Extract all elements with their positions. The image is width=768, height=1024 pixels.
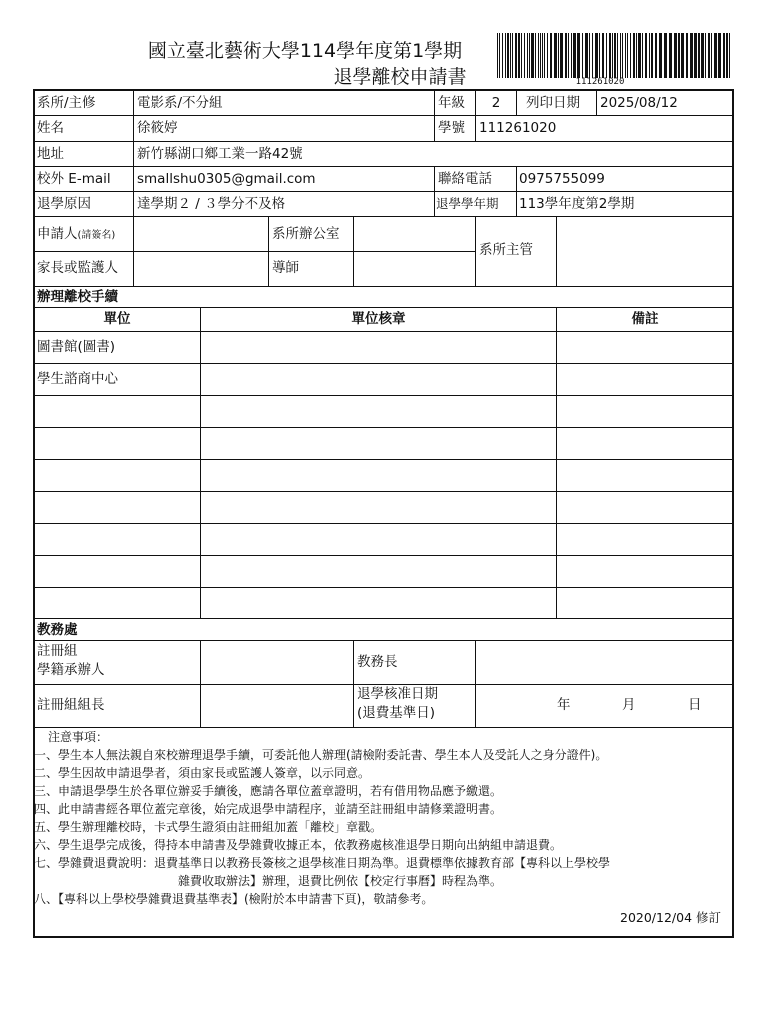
barcode-bar bbox=[674, 33, 677, 78]
barcode bbox=[495, 33, 733, 78]
dept-value: 電影系/不分組 bbox=[137, 95, 223, 111]
registrar-handler-label bbox=[37, 642, 105, 680]
barcode-bar bbox=[633, 33, 635, 78]
barcode-number: 111261020 bbox=[575, 77, 625, 87]
phone-label: 聯絡電話 bbox=[438, 171, 492, 187]
barcode-bar bbox=[560, 33, 563, 78]
academic-section-title: 教務處 bbox=[37, 622, 78, 638]
barcode-bar bbox=[502, 33, 503, 78]
registrar-chief-label: 註冊組組長 bbox=[37, 697, 105, 713]
col-remark-header: 備註 bbox=[631, 311, 659, 327]
barcode-bar bbox=[609, 33, 611, 78]
form-title-line2: 退學離校申請書 bbox=[333, 66, 467, 88]
note-item-1: 一、學生本人無法親自來校辦理退學手續，可委託他人辦理(請檢附委託書、學生本人及受託人之身分證件)。 bbox=[34, 748, 608, 762]
barcode-bar bbox=[512, 33, 513, 78]
approval-date-label bbox=[357, 685, 438, 723]
note-item-8: 八、【專科以上學校學雜費退費基準表】(檢附於本申請書下頁)，敬請參考。 bbox=[34, 892, 434, 906]
barcode-bar bbox=[638, 33, 641, 78]
barcode-bar bbox=[565, 33, 567, 78]
barcode-bar bbox=[705, 33, 706, 78]
barcode-bar bbox=[571, 33, 572, 78]
barcode-bar bbox=[507, 33, 509, 78]
barcode-bar bbox=[521, 33, 522, 78]
barcode-bar bbox=[690, 33, 693, 78]
registrar-handler-line1: 註冊組 bbox=[37, 643, 78, 659]
address-value: 新竹縣湖口鄉工業一路42號 bbox=[137, 146, 303, 162]
dept-office-label: 系所辦公室 bbox=[272, 226, 340, 242]
email-label: 校外 E-mail bbox=[37, 171, 111, 187]
barcode-bar bbox=[718, 33, 721, 78]
student-id-label: 學號 bbox=[438, 120, 465, 136]
barcode-bar bbox=[701, 33, 704, 78]
reason-value: 達學期２ / ３學分不及格 bbox=[137, 196, 286, 212]
barcode-bar bbox=[711, 33, 712, 78]
dept-head-label: 系所主管 bbox=[479, 242, 533, 258]
dean-label: 教務長 bbox=[357, 654, 398, 670]
barcode-bar bbox=[554, 33, 557, 78]
barcode-bar bbox=[544, 33, 545, 78]
barcode-bar bbox=[547, 33, 548, 78]
barcode-bar bbox=[499, 33, 500, 78]
print-date-label: 列印日期 bbox=[526, 95, 580, 111]
barcode-bar bbox=[622, 33, 623, 78]
barcode-bar bbox=[645, 33, 647, 78]
note-item-5: 五、學生辦理離校時，卡式學生證須由註冊組加蓋「離校」章戳。 bbox=[34, 820, 383, 834]
barcode-bar bbox=[729, 33, 730, 78]
print-date-value: 2025/08/12 bbox=[600, 95, 678, 111]
day-label: 日 bbox=[688, 697, 702, 713]
barcode-bar bbox=[726, 33, 728, 78]
barcode-bar bbox=[595, 33, 598, 78]
note-item-4: 四、此申請書經各單位蓋完章後，始完成退學申請程序，並請至註冊組申請修業證明書。 bbox=[34, 802, 503, 816]
form-title-line1: 國立臺北藝術大學114學年度第1學期 bbox=[147, 40, 463, 62]
col-unit-header: 單位 bbox=[103, 311, 131, 327]
barcode-bar bbox=[678, 33, 680, 78]
barcode-bar bbox=[627, 33, 628, 78]
student-id-value: 111261020 bbox=[479, 120, 557, 136]
barcode-bar bbox=[630, 33, 631, 78]
barcode-bar bbox=[542, 33, 543, 78]
col-stamp-header: 單位核章 bbox=[351, 311, 406, 327]
applicant-label bbox=[37, 222, 115, 248]
month-label: 月 bbox=[622, 697, 636, 713]
withdraw-term-label: 退學學年期 bbox=[436, 196, 499, 211]
barcode-bar bbox=[529, 33, 530, 78]
applicant-label-text: 申請人 bbox=[37, 226, 78, 242]
barcode-bar bbox=[540, 33, 541, 78]
barcode-bar bbox=[723, 33, 725, 78]
barcode-bar bbox=[602, 33, 604, 78]
barcode-bar bbox=[655, 33, 657, 78]
applicant-sign-note: (請簽名) bbox=[77, 230, 116, 241]
guardian-label: 家長或監護人 bbox=[37, 260, 118, 276]
barcode-bar bbox=[612, 33, 613, 78]
barcode-bar bbox=[698, 33, 700, 78]
barcode-bar bbox=[620, 33, 621, 78]
barcode-bar bbox=[636, 33, 637, 78]
barcode-bar bbox=[531, 33, 534, 78]
barcode-bar bbox=[659, 33, 662, 78]
barcode-bar bbox=[524, 33, 525, 78]
barcode-bar bbox=[617, 33, 618, 78]
barcode-bar bbox=[642, 33, 643, 78]
procedures-section-title: 辦理離校手續 bbox=[37, 289, 118, 305]
barcode-bar bbox=[577, 33, 580, 78]
note-item-7: 七、學雜費退費說明：退費基準日以教務長簽核之退學核准日期為準。退費標準依據教育部【專科以上學校學 bbox=[34, 856, 611, 870]
barcode-bar bbox=[497, 33, 498, 78]
barcode-bar bbox=[538, 33, 539, 78]
barcode-bar bbox=[582, 33, 583, 78]
approval-date-line2: (退費基準日) bbox=[357, 705, 436, 721]
tutor-label: 導師 bbox=[272, 260, 299, 276]
name-label: 姓名 bbox=[37, 120, 64, 136]
barcode-bar bbox=[568, 33, 569, 78]
barcode-bar bbox=[535, 33, 536, 78]
barcode-bar bbox=[599, 33, 600, 78]
barcode-bar bbox=[558, 33, 559, 78]
barcode-bar bbox=[614, 33, 616, 78]
barcode-bar bbox=[625, 33, 626, 78]
barcode-bar bbox=[510, 33, 511, 78]
barcode-bar bbox=[651, 33, 653, 78]
phone-value: 0975755099 bbox=[519, 171, 605, 187]
barcode-bar bbox=[686, 33, 688, 78]
barcode-bar bbox=[589, 33, 590, 78]
barcode-bar bbox=[550, 33, 552, 78]
barcode-bar bbox=[573, 33, 576, 78]
barcode-bar bbox=[518, 33, 520, 78]
barcode-bar bbox=[714, 33, 717, 78]
barcode-bar bbox=[664, 33, 667, 78]
reason-label: 退學原因 bbox=[37, 196, 91, 212]
note-item-6: 六、學生退學完成後，得持本申請書及學雜費收據正本，依教務處核准退學日期向出納組申請退費。 bbox=[34, 838, 563, 852]
note-item-3: 三、申請退學學生於各單位辦妥手續後，應請各單位蓋章證明，若有借用物品應予繳還。 bbox=[34, 784, 503, 798]
year-label: 年 bbox=[557, 697, 571, 713]
procedure-unit-1: 圖書館(圖書) bbox=[37, 339, 116, 355]
barcode-bar bbox=[681, 33, 684, 78]
registrar-handler-line2: 學籍承辦人 bbox=[37, 662, 105, 678]
barcode-bar bbox=[694, 33, 697, 78]
revision-date: 2020/12/04 修訂 bbox=[620, 910, 722, 925]
barcode-bar bbox=[708, 33, 710, 78]
grade-label: 年級 bbox=[438, 95, 465, 111]
withdraw-term-value: 113學年度第2學期 bbox=[519, 196, 635, 212]
procedure-unit-2: 學生諮商中心 bbox=[37, 371, 118, 387]
barcode-bar bbox=[606, 33, 607, 78]
barcode-bar bbox=[515, 33, 517, 78]
grade-value: 2 bbox=[491, 95, 501, 111]
note-item-2: 二、學生因故申請退學者，須由家長或監護人簽章，以示同意。 bbox=[34, 766, 371, 780]
address-label: 地址 bbox=[37, 146, 64, 162]
barcode-bar bbox=[669, 33, 672, 78]
note-item-7-cont: 雜費收取辦法】辦理，退費比例依【校定行事曆】時程為準。 bbox=[178, 874, 503, 888]
email-value: smallshu0305@gmail.com bbox=[137, 171, 316, 187]
name-value: 徐筱婷 bbox=[137, 120, 178, 136]
barcode-bar bbox=[649, 33, 650, 78]
notes-heading: 注意事項： bbox=[48, 730, 109, 744]
barcode-bar bbox=[585, 33, 588, 78]
barcode-bar bbox=[505, 33, 506, 78]
approval-date-line1: 退學核准日期 bbox=[357, 686, 438, 702]
barcode-bar bbox=[592, 33, 593, 78]
barcode-bar bbox=[527, 33, 528, 78]
dept-label: 系所/主修 bbox=[37, 95, 96, 111]
